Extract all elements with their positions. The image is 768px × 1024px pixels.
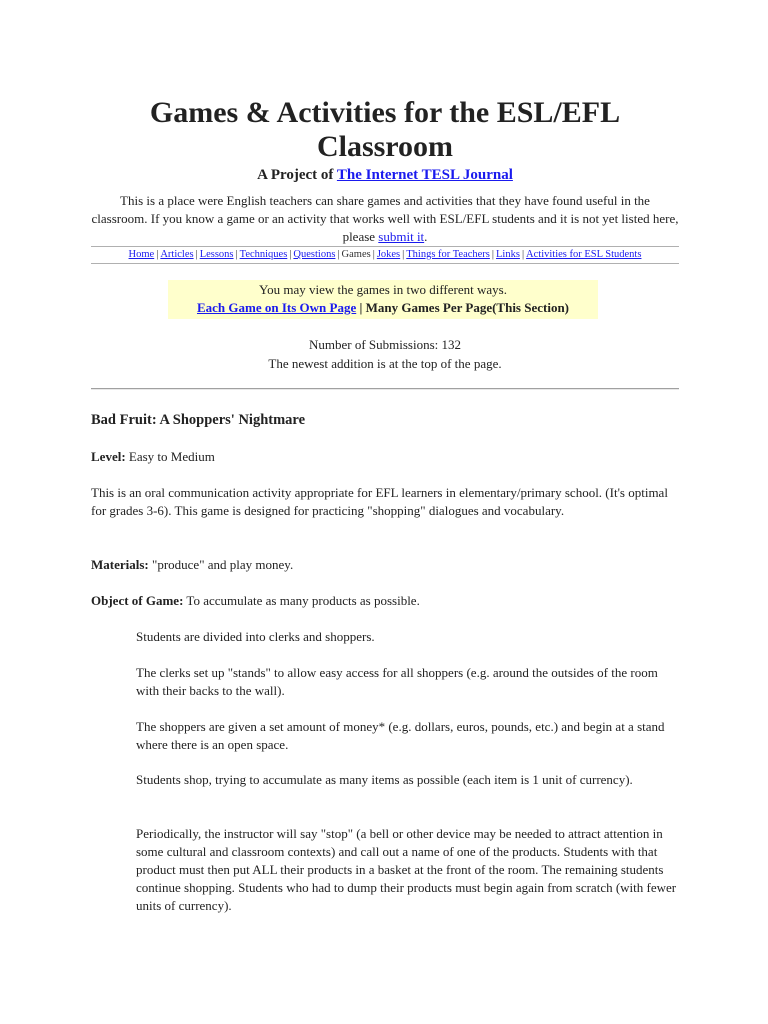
nav-separator: |	[372, 249, 375, 260]
object-value: To accumulate as many products as possible.	[183, 593, 420, 608]
nav-games-current: Games	[341, 249, 371, 260]
many-games-option: Many Games Per Page(This Section)	[365, 300, 570, 315]
game-step: Students shop, trying to accumulate as many items as possible (each item is 1 unit of currency).	[136, 772, 633, 787]
page-title: Games & Activities for the ESL/EFL Classroom	[149, 96, 621, 163]
view-options	[168, 299, 598, 317]
each-game-page-link[interactable]: Each Game on Its Own Page	[196, 300, 357, 315]
nav-separator: |	[195, 249, 198, 260]
nav-home[interactable]: Home	[128, 249, 155, 260]
level-value: Easy to Medium	[125, 449, 215, 464]
nav-activities-for-esl-students[interactable]: Activities for ESL Students	[526, 249, 642, 260]
nav-separator: |	[289, 249, 292, 260]
game-step: The clerks set up "stands" to allow easy access for all shoppers (e.g. around the outsides of the room with their backs to the wall).	[136, 665, 658, 698]
materials-label: Materials:	[91, 557, 149, 572]
options-separator: |	[356, 300, 366, 315]
game-step: Periodically, the instructor will say "stop" (a bell or other device may be needed to attract attention in some cultural and classroom contexts) and call out a name of one of the products. Students with that product must then put ALL their products in a basket at the front of the room. The remaining students continue shopping. Students who had to dump their products must begin again from scratch (with fewer units of currency).	[136, 826, 677, 913]
newest-note: The newest addition is at the top of the page.	[268, 356, 502, 371]
submit-link[interactable]: submit it	[378, 229, 425, 244]
game-description: This is an oral communication activity appropriate for EFL learners in elementary/primary school. (It's optimal for grades 3-6). This game is designed for practicing "shopping" dialogues and vocabulary.	[91, 485, 668, 518]
nav-links[interactable]: Links	[496, 249, 520, 260]
submission-stats	[91, 335, 679, 373]
submission-count: Number of Submissions: 132	[308, 337, 462, 352]
nav-articles[interactable]: Articles	[160, 249, 194, 260]
nav-separator: |	[521, 249, 525, 260]
intro-text: This is a place were English teachers can share games and activities that they have found useful in the classroom. If you know a game or an activity that works well with ESL/EFL students and it is not yet listed here, please	[91, 193, 679, 244]
divider	[91, 388, 679, 390]
tesl-journal-link[interactable]: The Internet TESL Journal	[336, 167, 513, 183]
game-level	[91, 448, 679, 466]
nav-bar	[91, 246, 679, 264]
game-object	[91, 592, 679, 610]
materials-value: "produce" and play money.	[148, 557, 294, 572]
subtitle-prefix: A Project of	[257, 167, 337, 183]
intro-paragraph	[91, 192, 679, 246]
nav-lessons[interactable]: Lessons	[199, 249, 234, 260]
notice-line: You may view the games in two different ways.	[259, 282, 507, 297]
nav-things-for-teachers[interactable]: Things for Teachers	[406, 249, 490, 260]
nav-questions[interactable]: Questions	[293, 249, 336, 260]
game-step: Students are divided into clerks and shoppers.	[136, 629, 375, 644]
object-label: Object of Game:	[91, 593, 184, 608]
nav-techniques[interactable]: Techniques	[239, 249, 288, 260]
game-materials	[91, 556, 679, 574]
nav-separator: |	[235, 249, 238, 260]
game-step: The shoppers are given a set amount of money* (e.g. dollars, euros, pounds, etc.) and begin at a stand where there is an open space.	[136, 719, 665, 752]
view-options-notice	[168, 280, 598, 319]
nav-separator: |	[337, 249, 340, 260]
nav-separator: |	[491, 249, 495, 260]
nav-jokes[interactable]: Jokes	[376, 249, 401, 260]
game-title: Bad Fruit: A Shoppers' Nightmare	[91, 412, 306, 428]
page-subtitle	[91, 165, 679, 185]
nav-separator: |	[402, 249, 405, 260]
intro-text-end: .	[424, 229, 428, 244]
level-label: Level:	[91, 449, 126, 464]
nav-separator: |	[156, 249, 159, 260]
